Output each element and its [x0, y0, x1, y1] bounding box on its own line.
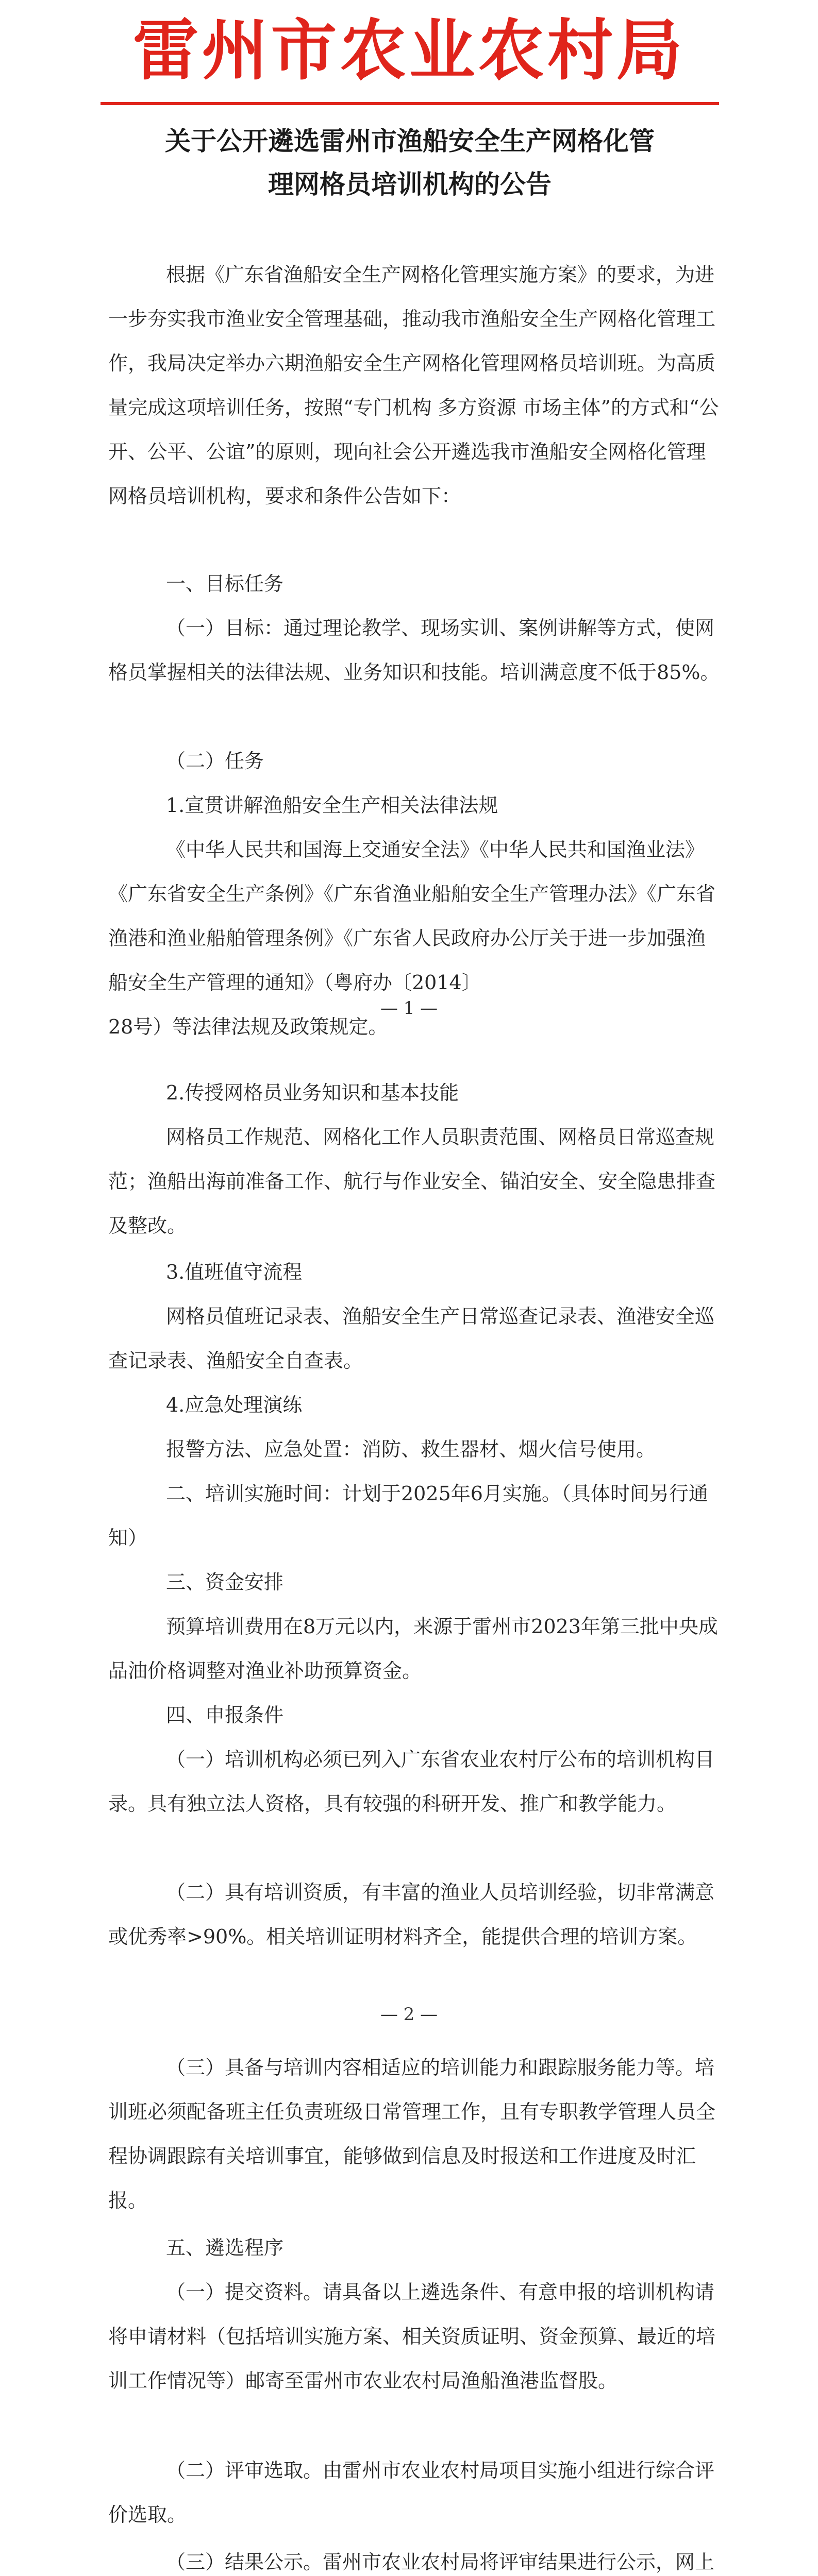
section-5-step-3: （三）结果公示。雷州市农业农村局将评审结果进行公示，网上 — [166, 2551, 715, 2573]
intro-paragraph: 根据《广东省渔船安全生产网格化管理实施方案》的要求，为进一步夯实我市渔业安全管理基础，推动我市渔船安全生产网格化管理工作，我局决定举办六期渔船安全生产网格化管理网格员培训班。为高质量完成这项培训任务，按照“专门机构 多方资源 市场主体”的方式和“公开、公平、公谊”的原则，现向社会公开遴选我市渔船安全网格化管理网格员培训机构，要求和条件公告如下： — [108, 263, 719, 507]
task-3-body: 网格员值班记录表、渔船安全生产日常巡查记录表、渔港安全巡查记录表、渔船安全自查表。 — [108, 1305, 715, 1372]
section-5-step-1: （一）提交资料。请具备以上遴选条件、有意申报的培训机构请将申请材料（包括培训实施方案、相关资质证明、资金预算、最近的培训工作情况等）邮寄至雷州市农业农村局渔船渔港监督股。 — [108, 2281, 716, 2392]
section-2-training-time: 二、培训实施时间：计划于2025年6月实施。（具体时间另行通知） — [108, 1482, 708, 1549]
task-4-heading: 4.应急处理演练 — [166, 1394, 303, 1416]
task-3-heading: 3.值班值守流程 — [166, 1261, 303, 1283]
letterhead-org-name: 雷州市农业农村局 — [132, 12, 686, 89]
section-3-body: 预算培训费用在8万元以内，来源于雷州市2023年第三批中央成品油价格调整对渔业补助预算资金。 — [108, 1615, 718, 1682]
section-4-condition-3: （三）具备与培训内容相适应的培训能力和跟踪服务能力等。培训班必须配备班主任负责班级日常管理工作，且有专职教学管理人员全程协调跟踪有关培训事宜，能够做到信息及时报送和工作进度及时汇报。 — [108, 2056, 716, 2212]
task-1-body-cont: 28号）等法律法规及政策规定。 — [108, 1015, 388, 1038]
letterhead-rule — [101, 102, 719, 105]
section-4-condition-2: （二）具有培训资质，有丰富的渔业人员培训经验，切非常满意或优秀率>90%。相关培训证明材料齐全，能提供合理的培训方案。 — [108, 1881, 715, 1948]
task-4-body: 报警方法、应急处置：消防、救生器材、烟火信号使用。 — [166, 1438, 656, 1461]
section-4-condition-1: （一）培训机构必须已列入广东省农业农村厅公布的培训机构目录。具有独立法人资格，具有较强的科研开发、推广和教学能力。 — [108, 1748, 715, 1815]
section-5-heading: 五、遴选程序 — [166, 2236, 284, 2259]
section-5-step-2: （二）评审选取。由雷州市农业农村局项目实施小组进行综合评价选取。 — [108, 2459, 715, 2526]
section-1-goal: （一）目标：通过理论教学、现场实训、案例讲解等方式，使网格员掌握相关的法律法规、业务知识和技能。培训满意度不低于85%。 — [108, 617, 720, 684]
section-3-heading: 三、资金安排 — [166, 1571, 284, 1594]
section-1-tasks-heading: （二）任务 — [166, 750, 264, 772]
page-number-2: — 2 — — [380, 2004, 438, 2025]
task-2-body: 网格员工作规范、网格化工作人员职责范围、网格员日常巡查规范；渔船出海前准备工作、航行与作业安全、锚泊安全、安全隐患排查及整改。 — [108, 1126, 716, 1237]
section-4-heading: 四、申报条件 — [166, 1704, 284, 1726]
task-1-body: 《中华人民共和国海上交通安全法》《中华人民共和国渔业法》《广东省安全生产条例》《广东省渔业船舶安全生产管理办法》《广东省渔港和渔业船舶管理条例》《广东省人民政府办公厅关于进一步加强渔船安全生产管理的通知》（粤府办〔2014〕 — [108, 838, 716, 994]
task-1-heading: 1.宣贯讲解渔船安全生产相关法律法规 — [166, 794, 498, 817]
section-1-heading: 一、目标任务 — [166, 572, 284, 595]
task-2-heading: 2.传授网格员业务知识和基本技能 — [166, 1081, 459, 1104]
notice-title-line1: 关于公开遴选雷州市渔船安全生产网格化管 — [165, 126, 655, 156]
page-number-1: — 1 — — [380, 998, 438, 1019]
notice-title-line2: 理网格员培训机构的公告 — [268, 169, 552, 199]
